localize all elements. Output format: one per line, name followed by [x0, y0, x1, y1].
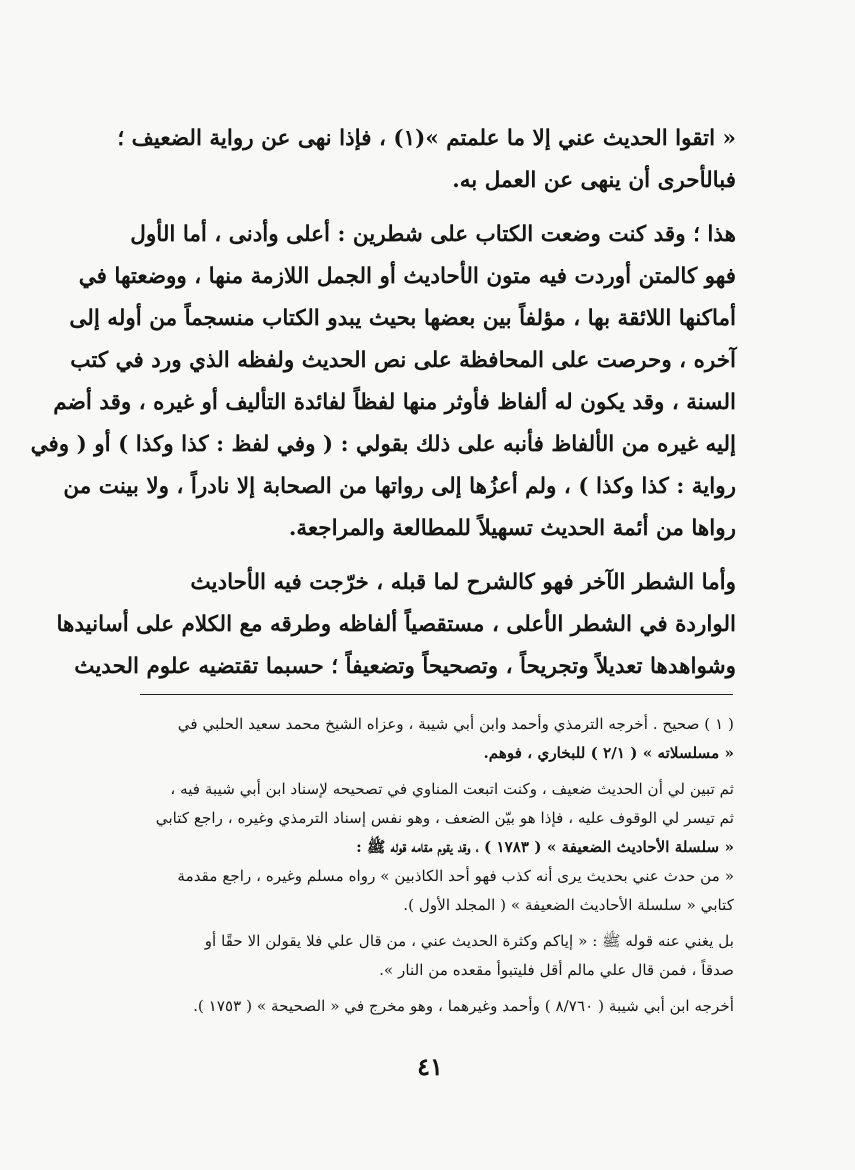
footnote-line: بل يغني عنه قوله ﷺ : « إياكم وكثرة الحديث عني ، من قال علي فلا يقولن الا حقًا أو	[204, 932, 734, 950]
page-number: ٤١	[417, 1052, 443, 1081]
main-line: وأما الشطر الآخر فهو كالشرح لما قبله ، خرّجت فيه الأحاديث	[190, 570, 736, 595]
footnote-gap	[144, 985, 734, 992]
footnote-line: « من حدث عني بحديث يرى أنه كذب فهو أحد الكاذبين » رواه مسلم وغيره ، راجع مقدمة	[177, 867, 734, 885]
main-line: فهو كالمتن أوردت فيه متون الأحاديث أو الجمل اللازمة منها ، ووضعتها في	[78, 264, 736, 289]
main-line: هذا ؛ وقد كنت وضعت الكتاب على شطرين : أعلى وأدنى ، أما الأول	[130, 222, 736, 247]
main-line: رواها من أئمة الحديث تسهيلاً للمطالعة والمراجعة.	[288, 516, 736, 541]
main-line: فبالأحرى أن ينهى عن العمل به.	[452, 168, 736, 193]
paragraph-gap	[136, 550, 736, 562]
footnote-line: ( ١ ) صحيح . أخرجه الترمذي وأحمد وابن أبي شيبة ، وعزاه الشيخ محمد سعيد الحلبي في	[177, 715, 734, 733]
main-line: إليه غيره من الألفاظ فأنبه على ذلك بقولي : ( وفي لفظ : كذا وكذا ) أو ( وفي	[30, 432, 736, 457]
footnote-line: كتابي « سلسلة الأحاديث الضعيفة » ( المجلد الأول ).	[403, 896, 734, 914]
footnote-line: أخرجه ابن أبي شيبة ( ٨/٧٦٠ ) وأحمد وغيرهما ، وهو مخرج في « الصحيحة » ( ١٧٥٣ ).	[193, 997, 734, 1015]
footnotes	[144, 710, 734, 1021]
footnote-divider	[140, 694, 733, 695]
main-line: الواردة في الشطر الأعلى ، مستقصياً ألفاظه وطرقه مع الكلام على أسانيدها	[56, 612, 736, 637]
main-text	[30, 118, 736, 688]
footnote-line: ثم تيسر لي الوقوف عليه ، فإذا هو بيّن الضعف ، وهو نفس إسناد الترمذي وغيره ، راجع كتابي	[155, 809, 734, 827]
main-line: السنة ، وقد يكون له ألفاظ فأوثر منها لفظاً لفائدة التأليف أو غيره ، وقد أضم	[53, 390, 736, 415]
footnote-line: « سلسلة الأحاديث الضعيفة » ( ١٧٨٣ ) ، وقد يقوم مقامه قوله ﷺ :	[356, 838, 734, 856]
main-line: « اتقوا الحديث عني إلا ما علمتم »(١) ، فإذا نهى عن رواية الضعيف ؛	[117, 126, 736, 151]
footnote-gap	[144, 768, 734, 775]
footnote-line: صدقاً ، فمن قال علي مالم أقل فليتبوأ مقعده من النار ».	[379, 961, 734, 979]
main-line: أماكنها اللائقة بها ، مؤلفاً بين بعضها بحيث يبدو الكتاب منسجماً من أوله إلى	[69, 306, 736, 331]
footnote-line: ثم تبين لي أن الحديث ضعيف ، وكنت اتبعت المناوي في تصحيحه لإسناد ابن أبي شيبة فيه ،	[170, 780, 734, 798]
footnote-gap	[144, 920, 734, 927]
footnote-line: « مسلسلاته » ( ٢/١ ) للبخاري ، فوهم.	[483, 744, 734, 762]
main-line: رواية : كذا وكذا ) ، ولم أعزُها إلى رواتها من الصحابة إلا نادراً ، ولا بينت من	[63, 474, 736, 499]
main-line: وشواهدها تعديلاً وتجريحاً ، وتصحيحاً وتضعيفاً ؛ حسبما تقتضيه علوم الحديث	[74, 654, 736, 679]
paragraph-gap	[136, 202, 736, 214]
main-line: آخره ، وحرصت على المحافظة على نص الحديث ولفظه الذي ورد في كتب	[70, 348, 736, 373]
